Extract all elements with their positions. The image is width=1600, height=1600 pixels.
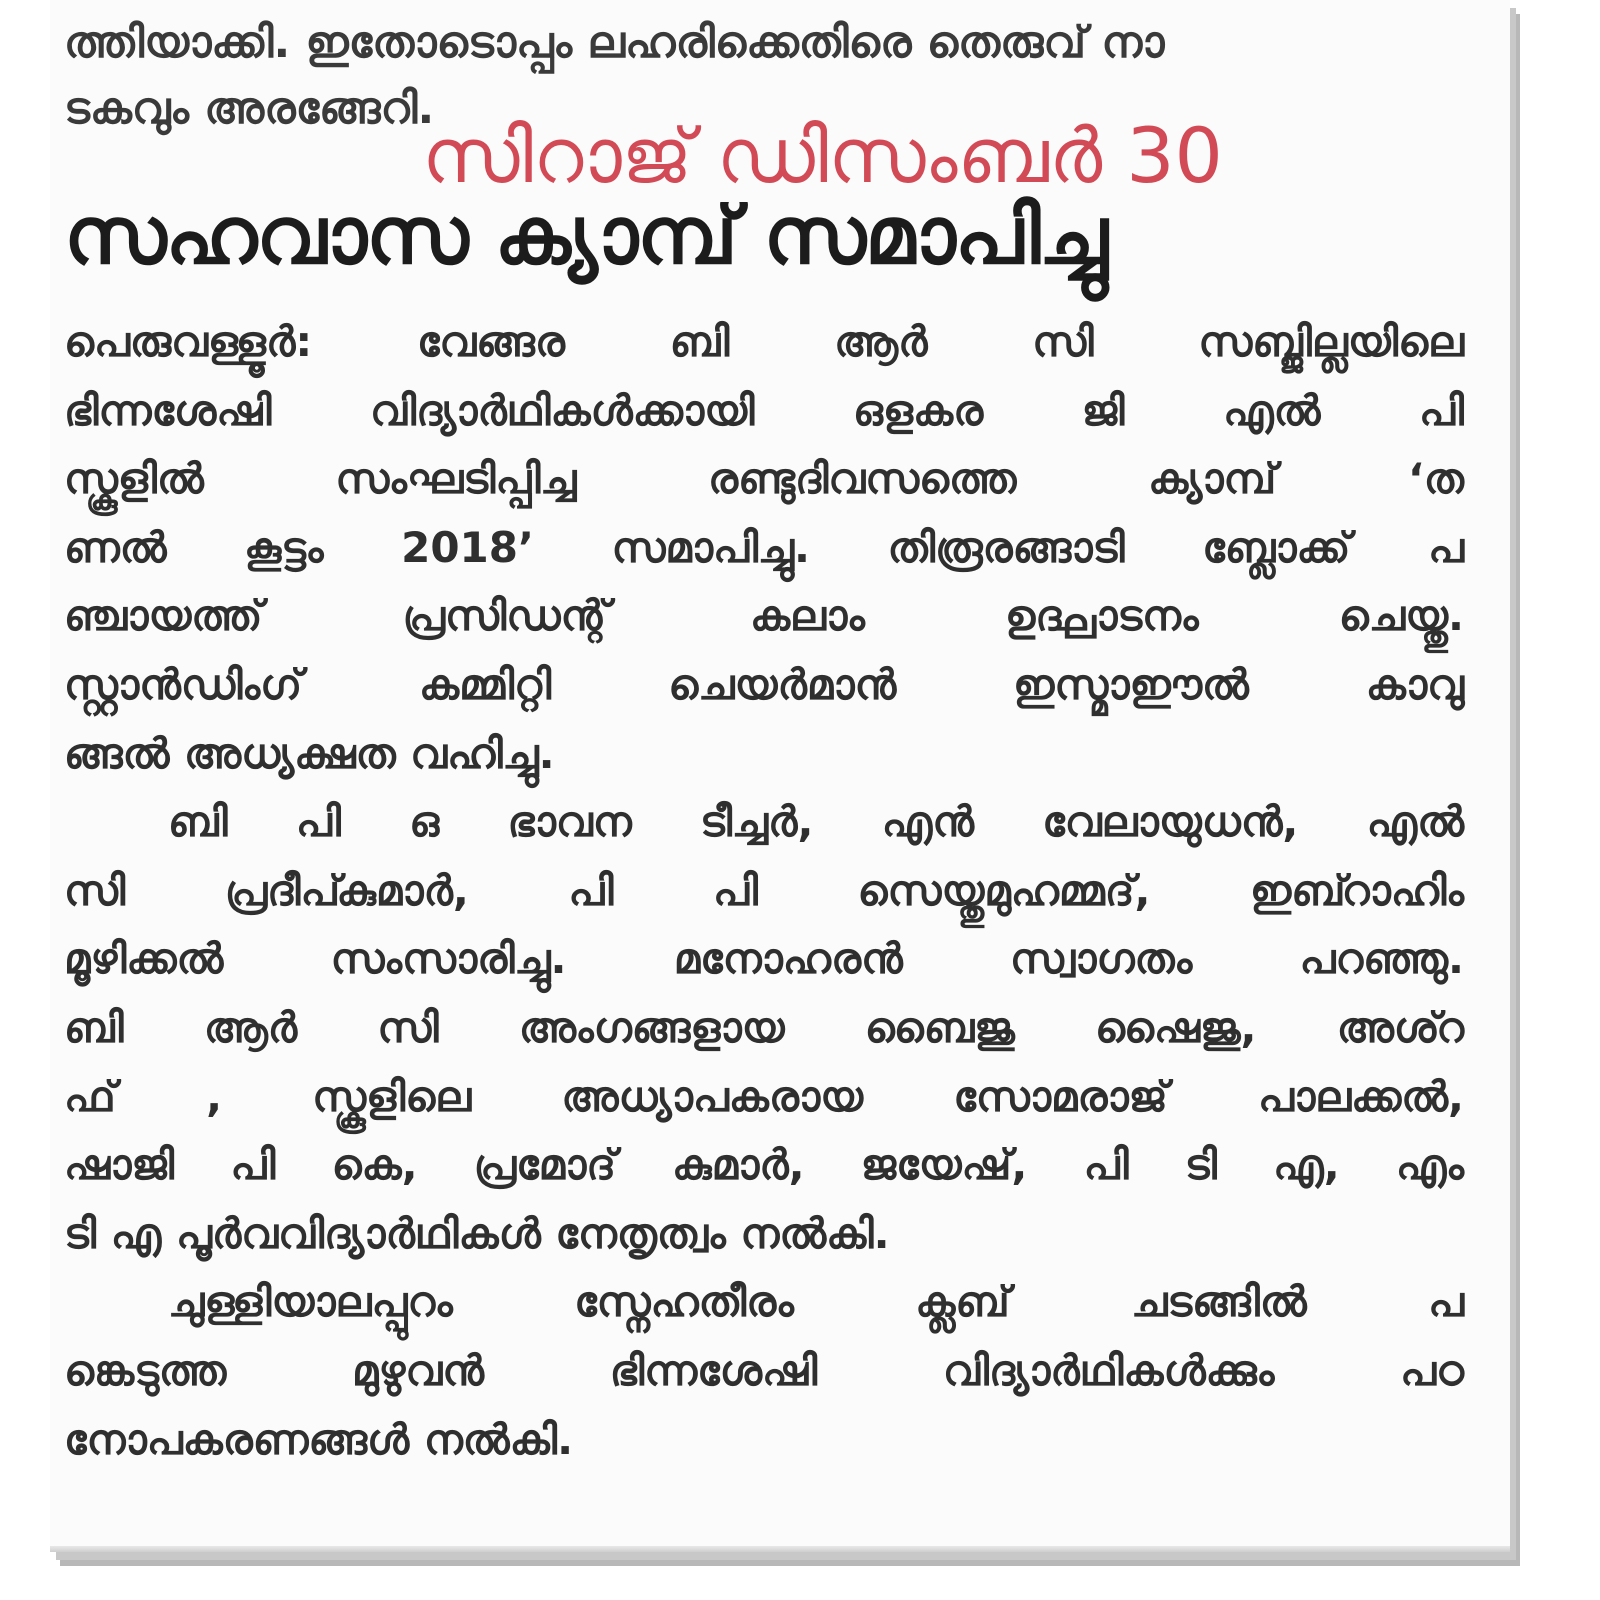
body-line: ബി ആർ സി അംഗങ്ങളായ ബൈജു ഷൈജു, അശ്റ [64, 1002, 1464, 1052]
previous-article-line: ത്തിയാക്കി. ഇതോടൊപ്പം ലഹരിക്കെതിരെ തെരുവ് നാ [64, 17, 1165, 68]
body-line: ഷാജി പി കെ, പ്രമോദ് കുമാർ, ജയേഷ്, പി ടി എ, എം [64, 1140, 1464, 1190]
article-headline: സഹവാസ ക്യാമ്പ് സമാപിച്ചു [64, 189, 1107, 282]
body-line: ഭിന്നശേഷി വിദ്യാർഥികൾക്കായി ഒളകര ജി എൽ പി [64, 385, 1464, 435]
previous-article-line: ടകവും അരങ്ങേറി. [64, 83, 435, 134]
body-line: ങ്കെടുത്ത മുഴുവൻ ഭിന്നശേഷി വിദ്യാർഥികൾക്കും പഠ [64, 1345, 1464, 1395]
body-line: മൂഴിക്കൽ സംസാരിച്ചു. മനോഹരൻ സ്വാഗതം പറഞ്ഞു. [64, 934, 1464, 984]
body-line: സ്റ്റാൻഡിംഗ് കമ്മിറ്റി ചെയർമാൻ ഇസ്മാഈൽ കാവു [64, 659, 1464, 709]
body-line: ടി എ പൂർവവിദ്യാർഥികൾ നേതൃത്വം നൽകി. [64, 1208, 890, 1258]
article-body [64, 308, 1464, 1474]
body-line: സ്കൂളിൽ സംഘടിപ്പിച്ച രണ്ടുദിവസത്തെ ക്യാമ്പ് ‘ത [64, 454, 1464, 504]
body-line: ബി പി ഒ ഭാവന ടീച്ചർ, എൻ വേലായുധൻ, എൽ [168, 797, 1464, 847]
page-margin [0, 0, 50, 1600]
body-line: ഫ് , സ്കൂളിലെ അധ്യാപകരായ സോമരാജ് പാലക്കൽ, [64, 1071, 1464, 1121]
body-line: ചുള്ളിയാലപ്പുറം സ്നേഹതീരം ക്ലബ് ചടങ്ങിൽ പ [168, 1277, 1464, 1327]
body-line: ഞ്ചായത്ത് പ്രസിഡന്റ് കലാം ഉദ്ഘാടനം ചെയ്തു. [64, 591, 1464, 641]
body-line: സി പ്രദീപ്കുമാർ, പി പി സെയ്തുമുഹമ്മദ്, ഇബ്റാഹിം [64, 865, 1464, 915]
body-line: ങ്ങൽ അധ്യക്ഷത വഹിച്ചു. [64, 728, 555, 778]
body-line: ണൽ കൂട്ടം 2018’ സമാപിച്ചു. തിരൂരങ്ങാടി ബ്ലോക്ക് പ [64, 522, 1464, 572]
newspaper-clipping [50, 0, 1510, 1552]
body-line: നോപകരണങ്ങൾ നൽകി. [64, 1414, 574, 1464]
body-line: പെരുവള്ളൂർ: വേങ്ങര ബി ആർ സി സബ്ജില്ലയിലെ [64, 317, 1464, 366]
date-annotation: സിറാജ് ഡിസംബർ 30 [422, 111, 1223, 200]
